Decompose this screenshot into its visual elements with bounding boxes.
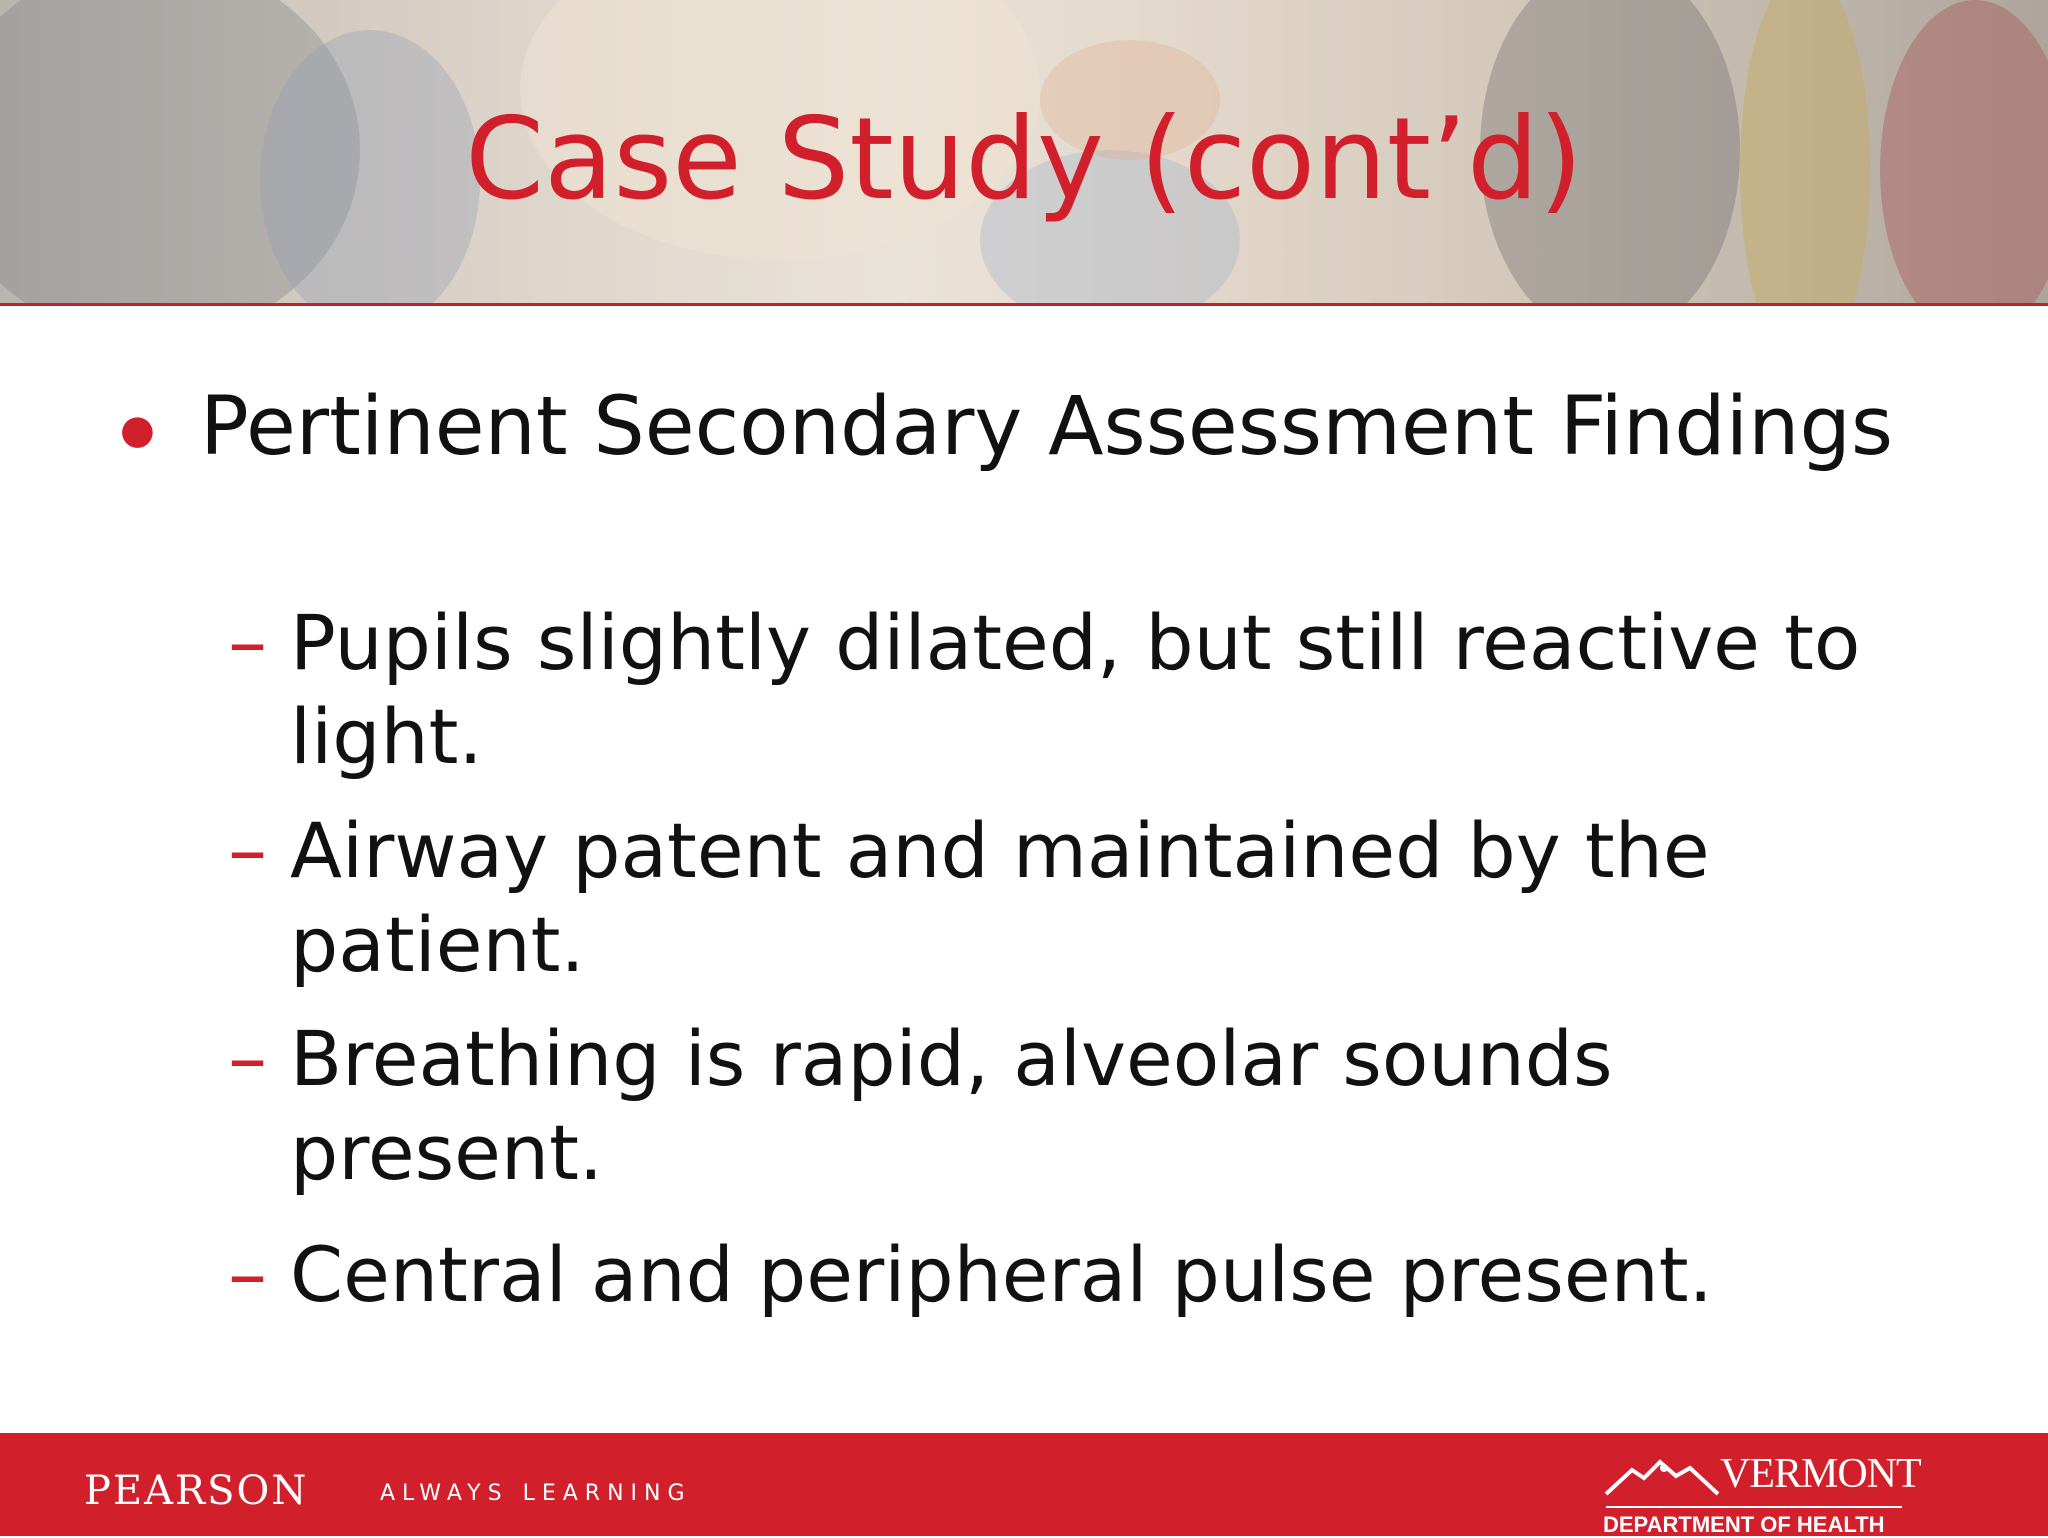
dash-icon: – [228, 806, 267, 896]
dash-icon: – [228, 598, 267, 688]
subitem-text: Airway patent and maintained by the patient. [290, 806, 1710, 989]
slide-title: Case Study (cont’d) [465, 93, 1583, 225]
header-divider [0, 303, 2048, 306]
subitem-text: Pupils slightly dilated, but still reactive to light. [290, 598, 1861, 781]
header-photo-banner [0, 0, 2048, 305]
org-name: VERMONT [1720, 1451, 1921, 1497]
mountain-logo-icon [1604, 1458, 1720, 1498]
org-divider [1606, 1506, 1902, 1508]
dash-icon: – [228, 1014, 267, 1104]
tagline: ALWAYS LEARNING [380, 1481, 692, 1506]
org-department: DEPARTMENT OF HEALTH [1603, 1512, 1885, 1537]
dash-icon: – [228, 1230, 267, 1320]
subitem-text: Breathing is rapid, alveolar sounds present. [290, 1014, 1613, 1197]
bullet-text: Pertinent Secondary Assessment Findings [200, 380, 1894, 474]
subitem-text: Central and peripheral pulse present. [290, 1230, 1713, 1319]
bullet-dot-icon: ● [120, 407, 155, 453]
pearson-logo: PEARSON [84, 1468, 309, 1514]
